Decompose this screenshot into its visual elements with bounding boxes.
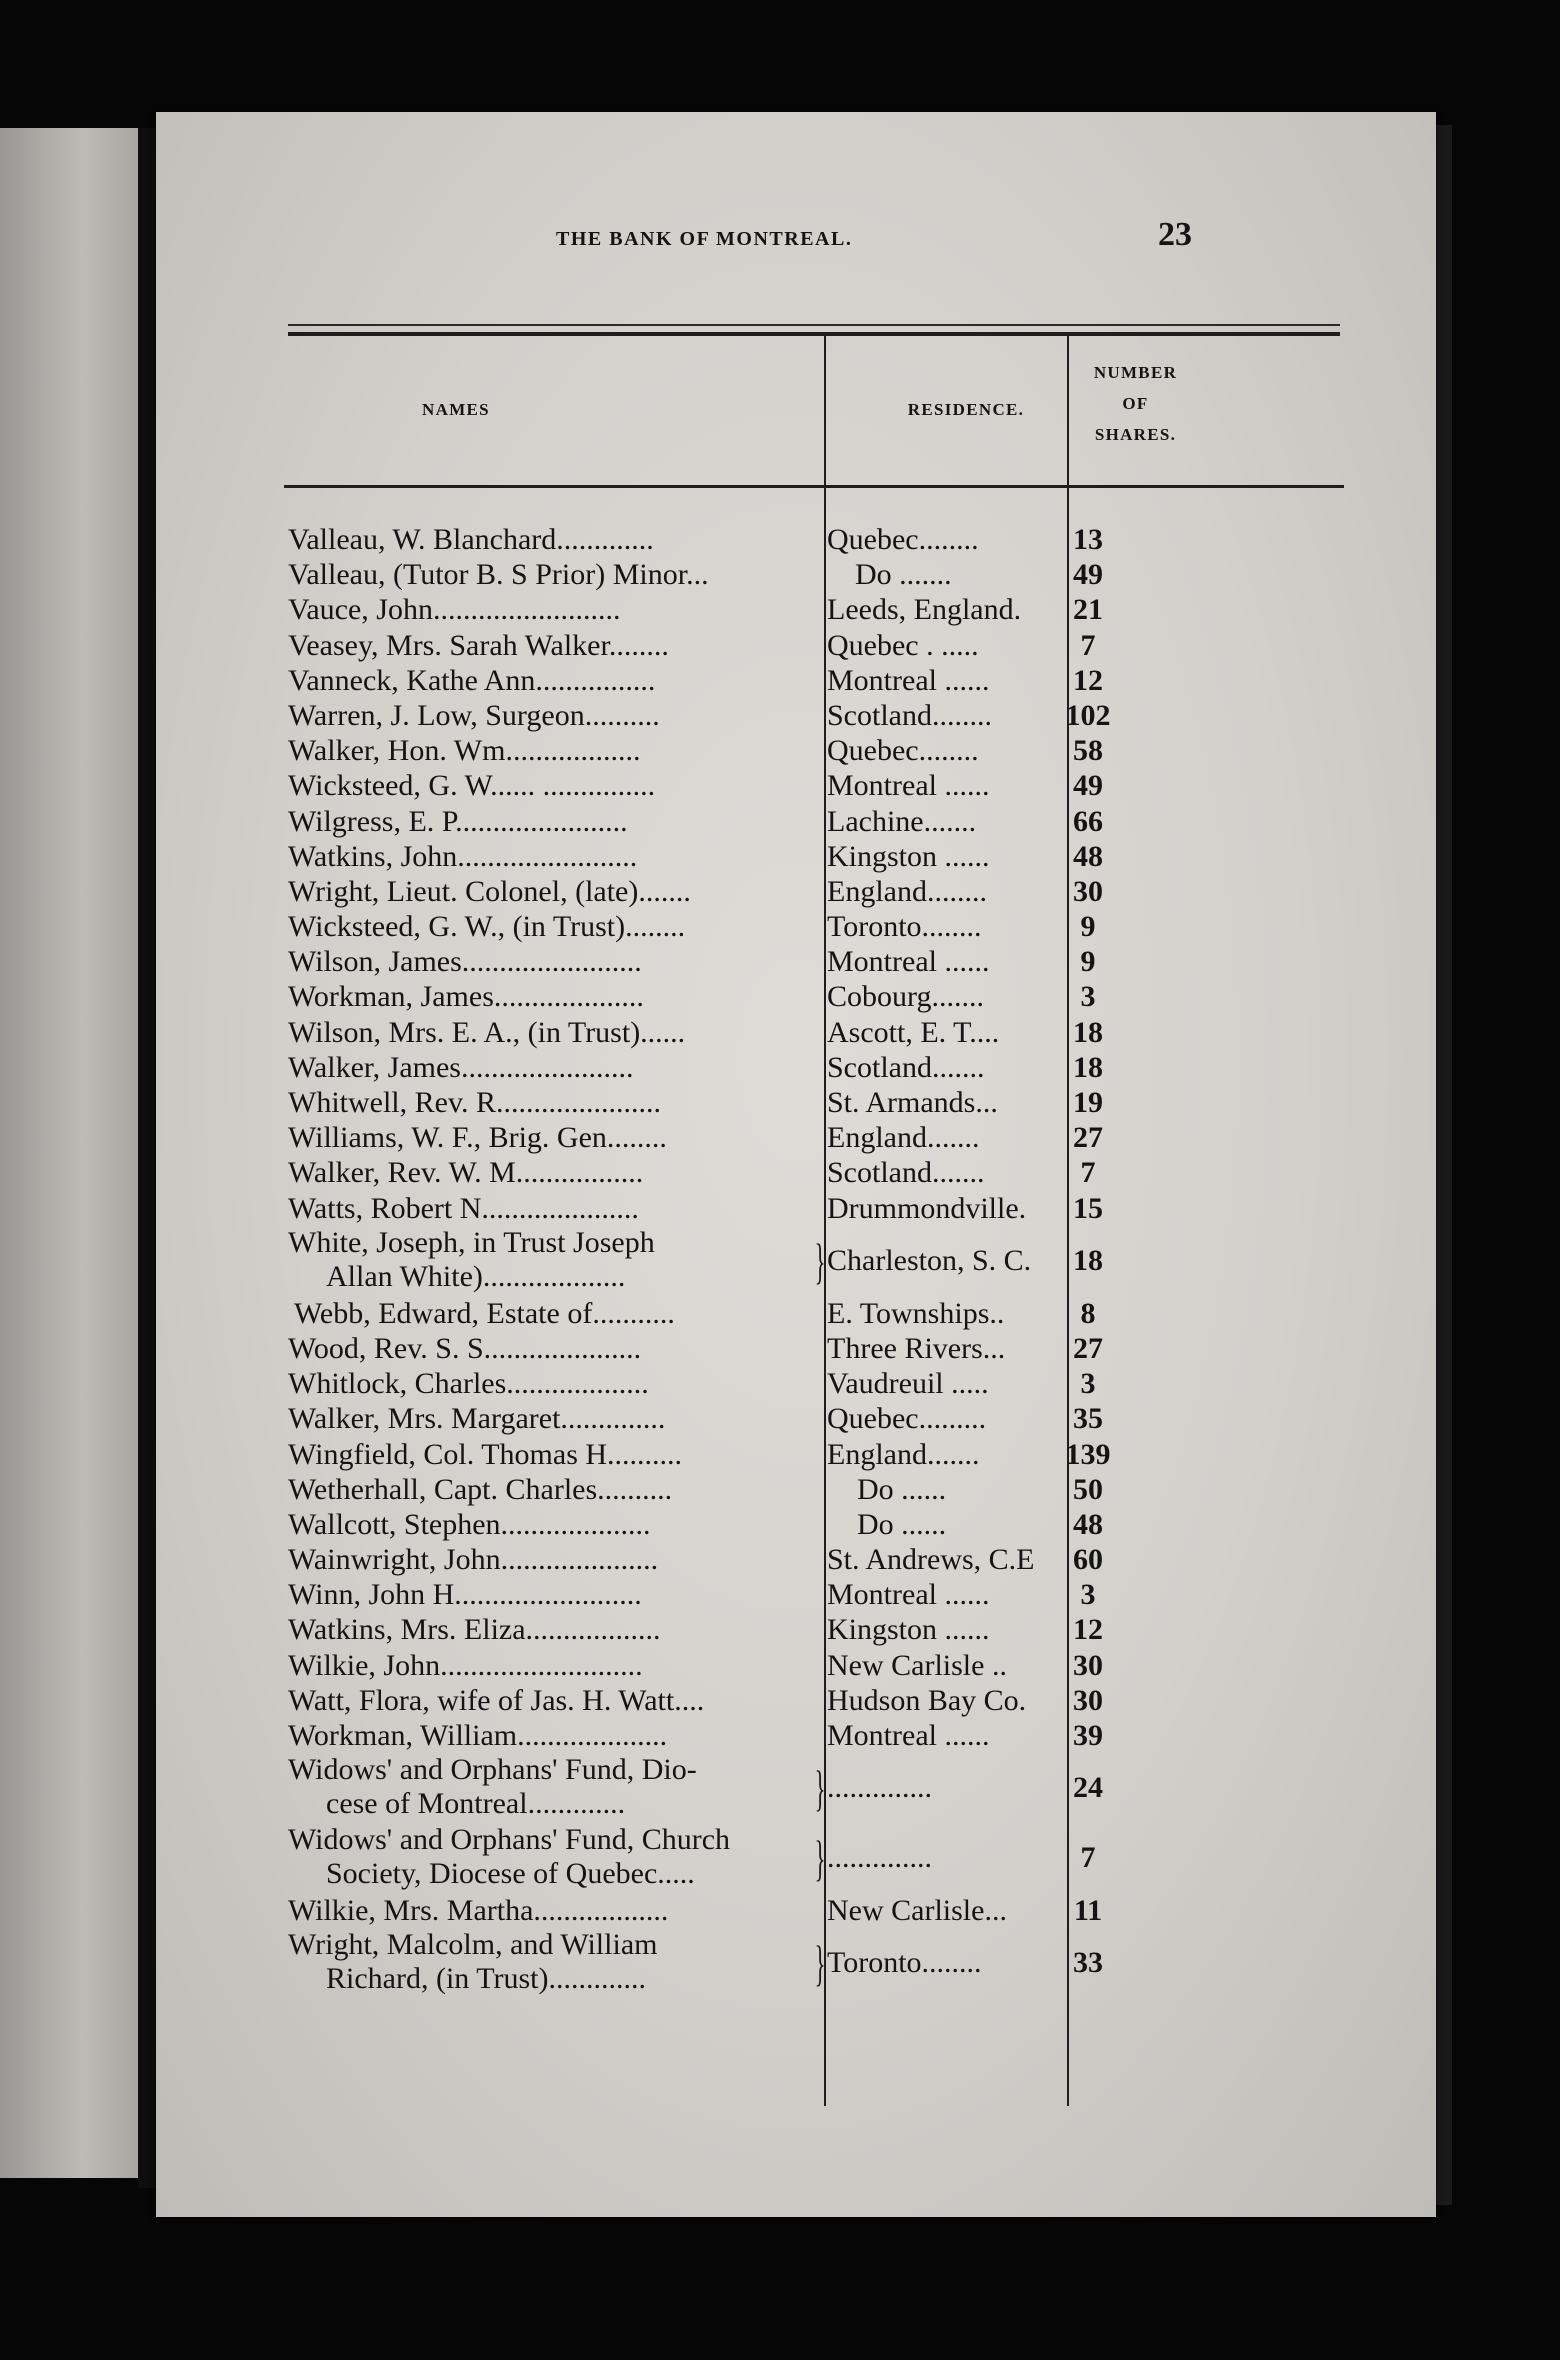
list-item bbox=[288, 1683, 1348, 1718]
entry-shares: 39 bbox=[1073, 1719, 1103, 1752]
list-item bbox=[288, 1507, 1348, 1542]
entry-residence: Three Rivers... bbox=[827, 1331, 1006, 1365]
list-item bbox=[288, 1085, 1348, 1120]
entry-residence: Toronto........ bbox=[827, 910, 982, 944]
entry-residence: Scotland........ bbox=[827, 698, 992, 732]
column-header-shares bbox=[1068, 357, 1203, 450]
list-item bbox=[288, 1893, 1348, 1928]
list-item bbox=[288, 1191, 1348, 1226]
entry-name: Walker, Hon. Wm.................. bbox=[288, 734, 641, 768]
entry-name: Wright, Lieut. Colonel, (late)....... bbox=[288, 874, 691, 908]
entry-residence: Lachine....... bbox=[827, 804, 977, 838]
list-item bbox=[288, 1928, 1348, 1998]
list-item bbox=[288, 1542, 1348, 1577]
entry-shares: 30 bbox=[1073, 1648, 1103, 1682]
list-item bbox=[288, 1648, 1348, 1683]
entry-name: Walker, James....................... bbox=[288, 1050, 634, 1084]
list-item bbox=[288, 839, 1348, 874]
list-item bbox=[288, 979, 1348, 1014]
page-edge-shadow bbox=[1436, 125, 1452, 2205]
page-number: 23 bbox=[1158, 216, 1192, 253]
entry-name bbox=[288, 1753, 823, 1821]
entry-shares: 18 bbox=[1073, 1050, 1103, 1084]
entry-shares: 48 bbox=[1073, 1507, 1103, 1541]
entry-residence: Toronto........ bbox=[827, 1946, 982, 1980]
entry-shares: 49 bbox=[1073, 769, 1103, 803]
entry-shares: 30 bbox=[1073, 874, 1103, 908]
entry-shares: 7 bbox=[1080, 1841, 1096, 1875]
entry-shares: 33 bbox=[1073, 1946, 1103, 1980]
entry-shares: 9 bbox=[1080, 910, 1096, 944]
entry-name-line1: White, Joseph, in Trust Joseph bbox=[288, 1225, 655, 1259]
entry-residence: New Carlisle .. bbox=[827, 1648, 1007, 1682]
list-item bbox=[288, 1296, 1348, 1331]
entry-name: Winn, John H......................... bbox=[288, 1578, 642, 1612]
entry-name: Whitwell, Rev. R...................... bbox=[288, 1086, 662, 1119]
list-item bbox=[288, 1015, 1348, 1050]
entry-name: Watkins, Mrs. Eliza.................. bbox=[288, 1613, 661, 1647]
entry-name: Wingfield, Col. Thomas H.......... bbox=[288, 1437, 683, 1471]
entry-name: Webb, Edward, Estate of........... bbox=[294, 1296, 675, 1330]
entry-name: Wainwright, John..................... bbox=[288, 1543, 659, 1577]
list-item bbox=[288, 1401, 1348, 1436]
list-item bbox=[288, 733, 1348, 768]
shares-header-line3: SHARES. bbox=[1094, 425, 1177, 444]
shares-header-line1: NUMBER bbox=[1093, 363, 1178, 382]
entry-name: Watkins, John........................ bbox=[288, 839, 638, 873]
list-item bbox=[288, 1753, 1348, 1823]
entry-name-line1: Wright, Malcolm, and William bbox=[288, 1928, 658, 1962]
entry-residence: England........ bbox=[827, 874, 987, 908]
entry-residence: Montreal ...... bbox=[827, 769, 990, 803]
list-item bbox=[288, 1050, 1348, 1085]
entry-shares: 8 bbox=[1080, 1296, 1096, 1330]
brace-glyph: } bbox=[814, 1232, 826, 1289]
entry-shares: 18 bbox=[1073, 1243, 1103, 1277]
entry-residence: Kingston ...... bbox=[827, 1613, 990, 1647]
list-item bbox=[288, 1366, 1348, 1401]
entry-residence: Montreal ...... bbox=[827, 945, 990, 979]
entry-shares: 11 bbox=[1073, 1894, 1103, 1928]
entry-shares: 12 bbox=[1073, 663, 1103, 697]
entry-residence: .............. bbox=[827, 1771, 932, 1805]
entry-name: Vauce, John......................... bbox=[288, 593, 621, 627]
entry-name-line2: Richard, (in Trust)............. bbox=[326, 1962, 647, 1996]
list-item bbox=[288, 698, 1348, 733]
entry-residence: Kingston ...... bbox=[827, 839, 990, 873]
facing-page-edge bbox=[0, 128, 138, 2178]
entry-shares: 50 bbox=[1073, 1472, 1103, 1506]
entry-name: Wicksteed, G. W...... ............... bbox=[288, 769, 656, 803]
column-header-rule bbox=[284, 485, 1344, 488]
entry-residence: .............. bbox=[827, 1841, 932, 1875]
entry-name-line1: Widows' and Orphans' Fund, Dio- bbox=[288, 1753, 697, 1787]
entry-residence: Vaudreuil ..... bbox=[827, 1367, 989, 1401]
entry-shares: 58 bbox=[1073, 734, 1103, 768]
entry-name-line2: Allan White)................... bbox=[326, 1259, 626, 1293]
entry-shares: 35 bbox=[1073, 1402, 1103, 1436]
entry-shares: 21 bbox=[1073, 593, 1103, 627]
list-item bbox=[288, 1823, 1348, 1893]
entry-name: Veasey, Mrs. Sarah Walker........ bbox=[288, 628, 669, 662]
entry-name: Wilson, James........................ bbox=[288, 945, 642, 979]
list-item bbox=[288, 909, 1348, 944]
entry-shares: 7 bbox=[1080, 628, 1096, 662]
list-item bbox=[288, 768, 1348, 803]
entry-residence: Scotland....... bbox=[827, 1156, 985, 1190]
entry-residence: Montreal ...... bbox=[827, 1578, 990, 1612]
entry-shares: 27 bbox=[1073, 1121, 1103, 1155]
entry-shares: 102 bbox=[1065, 698, 1111, 732]
entry-name-line1: Widows' and Orphans' Fund, Church bbox=[288, 1823, 731, 1857]
entry-shares: 9 bbox=[1080, 945, 1096, 979]
list-item bbox=[288, 804, 1348, 839]
list-item bbox=[288, 1718, 1348, 1753]
entry-shares: 27 bbox=[1073, 1331, 1103, 1365]
list-item bbox=[288, 628, 1348, 663]
entry-shares: 24 bbox=[1073, 1771, 1103, 1805]
entry-residence: Scotland....... bbox=[827, 1050, 985, 1084]
entry-shares: 19 bbox=[1073, 1086, 1103, 1119]
entry-shares: 48 bbox=[1073, 839, 1103, 873]
list-item bbox=[288, 1155, 1348, 1190]
list-item bbox=[288, 874, 1348, 909]
entry-name bbox=[288, 1928, 823, 1996]
entry-residence: Montreal ...... bbox=[827, 663, 990, 697]
entry-name: Vanneck, Kathe Ann................ bbox=[288, 663, 656, 697]
brace-glyph: } bbox=[814, 1830, 826, 1887]
entry-name bbox=[288, 1823, 823, 1891]
entry-residence: Do ...... bbox=[857, 1472, 947, 1506]
shareholder-list bbox=[288, 522, 1348, 1998]
list-item bbox=[288, 592, 1348, 627]
entry-residence: New Carlisle... bbox=[827, 1894, 1007, 1928]
entry-residence: Do ....... bbox=[855, 558, 952, 592]
entry-residence: Quebec . ..... bbox=[827, 628, 979, 662]
entry-residence: Hudson Bay Co. bbox=[827, 1683, 1027, 1717]
entry-residence: Charleston, S. C. bbox=[827, 1243, 1032, 1277]
entry-shares: 3 bbox=[1080, 1367, 1096, 1401]
list-item bbox=[288, 1331, 1348, 1366]
entry-name: Watts, Robert N..................... bbox=[288, 1191, 639, 1225]
entry-name-line2: Society, Diocese of Quebec..... bbox=[326, 1857, 695, 1891]
entry-residence: Cobourg....... bbox=[827, 980, 984, 1014]
entry-shares: 60 bbox=[1073, 1543, 1103, 1577]
header-rule-thin bbox=[288, 324, 1340, 326]
list-item bbox=[288, 1437, 1348, 1472]
entry-name: Williams, W. F., Brig. Gen........ bbox=[288, 1121, 667, 1155]
entry-shares: 3 bbox=[1080, 980, 1096, 1014]
entry-residence: Quebec........ bbox=[827, 734, 979, 768]
entry-residence: Drummondville. bbox=[827, 1191, 1027, 1225]
entry-shares: 139 bbox=[1065, 1437, 1111, 1471]
entry-shares: 49 bbox=[1073, 558, 1103, 592]
shares-header-line2: OF bbox=[1122, 394, 1149, 413]
list-item bbox=[288, 1472, 1348, 1507]
entry-shares: 3 bbox=[1080, 1578, 1096, 1612]
book-gutter bbox=[138, 128, 158, 2188]
entry-residence: St. Armands... bbox=[827, 1086, 998, 1119]
entry-name: Workman, William.................... bbox=[288, 1719, 668, 1752]
header-rule-thick bbox=[288, 332, 1340, 336]
entry-shares: 15 bbox=[1073, 1191, 1103, 1225]
entry-name: Wilgress, E. P....................... bbox=[288, 804, 628, 838]
entry-name: Wilkie, Mrs. Martha.................. bbox=[288, 1894, 669, 1928]
entry-residence: Montreal ...... bbox=[827, 1719, 990, 1752]
list-item bbox=[288, 522, 1348, 557]
entry-residence: Ascott, E. T.... bbox=[827, 1015, 1000, 1049]
list-item bbox=[288, 1120, 1348, 1155]
entry-name: Wallcott, Stephen.................... bbox=[288, 1507, 651, 1541]
running-title: THE BANK OF MONTREAL. bbox=[556, 228, 853, 250]
list-item bbox=[288, 1577, 1348, 1612]
entry-name-line2: cese of Montreal............. bbox=[326, 1787, 626, 1821]
entry-shares: 18 bbox=[1073, 1015, 1103, 1049]
entry-shares: 13 bbox=[1073, 523, 1103, 556]
entry-name: Wetherhall, Capt. Charles.......... bbox=[288, 1472, 673, 1506]
entry-name: Watt, Flora, wife of Jas. H. Watt.... bbox=[288, 1683, 705, 1717]
entry-shares: 12 bbox=[1073, 1613, 1103, 1647]
entry-residence: Do ...... bbox=[857, 1507, 947, 1541]
entry-shares: 30 bbox=[1073, 1683, 1103, 1717]
column-header-residence: RESIDENCE. bbox=[907, 400, 1025, 419]
entry-shares: 66 bbox=[1073, 804, 1103, 838]
entry-residence: St. Andrews, C.E bbox=[827, 1543, 1035, 1577]
list-item bbox=[288, 1612, 1348, 1647]
entry-name: Walker, Rev. W. M................. bbox=[288, 1156, 644, 1190]
list-item bbox=[288, 663, 1348, 698]
entry-residence: Quebec......... bbox=[827, 1402, 987, 1436]
brace-glyph: } bbox=[814, 1760, 826, 1817]
entry-name bbox=[288, 1226, 823, 1294]
entry-name: Wicksteed, G. W., (in Trust)........ bbox=[288, 910, 686, 944]
entry-shares: 7 bbox=[1080, 1156, 1096, 1190]
list-item bbox=[288, 557, 1348, 592]
entry-name: Valleau, W. Blanchard............. bbox=[288, 523, 654, 556]
column-header-names: NAMES bbox=[422, 400, 490, 419]
book-page bbox=[156, 112, 1436, 2217]
entry-name: Walker, Mrs. Margaret.............. bbox=[288, 1402, 666, 1436]
entry-residence: Quebec........ bbox=[827, 523, 979, 556]
entry-residence: E. Townships.. bbox=[827, 1296, 1005, 1330]
entry-residence: Leeds, England. bbox=[827, 593, 1022, 627]
entry-name: Warren, J. Low, Surgeon.......... bbox=[288, 698, 660, 732]
entry-name: Wood, Rev. S. S..................... bbox=[288, 1331, 642, 1365]
entry-name: Valleau, (Tutor B. S Prior) Minor... bbox=[288, 558, 709, 592]
brace-glyph: } bbox=[814, 1935, 826, 1992]
entry-name: Wilkie, John........................... bbox=[288, 1648, 643, 1682]
entry-name: Wilson, Mrs. E. A., (in Trust)...... bbox=[288, 1015, 686, 1049]
entry-name: Whitlock, Charles................... bbox=[288, 1367, 649, 1401]
entry-name: Workman, James.................... bbox=[288, 980, 644, 1014]
list-item bbox=[288, 944, 1348, 979]
list-item bbox=[288, 1226, 1348, 1296]
entry-residence: England....... bbox=[827, 1437, 980, 1471]
entry-residence: England....... bbox=[827, 1121, 980, 1155]
